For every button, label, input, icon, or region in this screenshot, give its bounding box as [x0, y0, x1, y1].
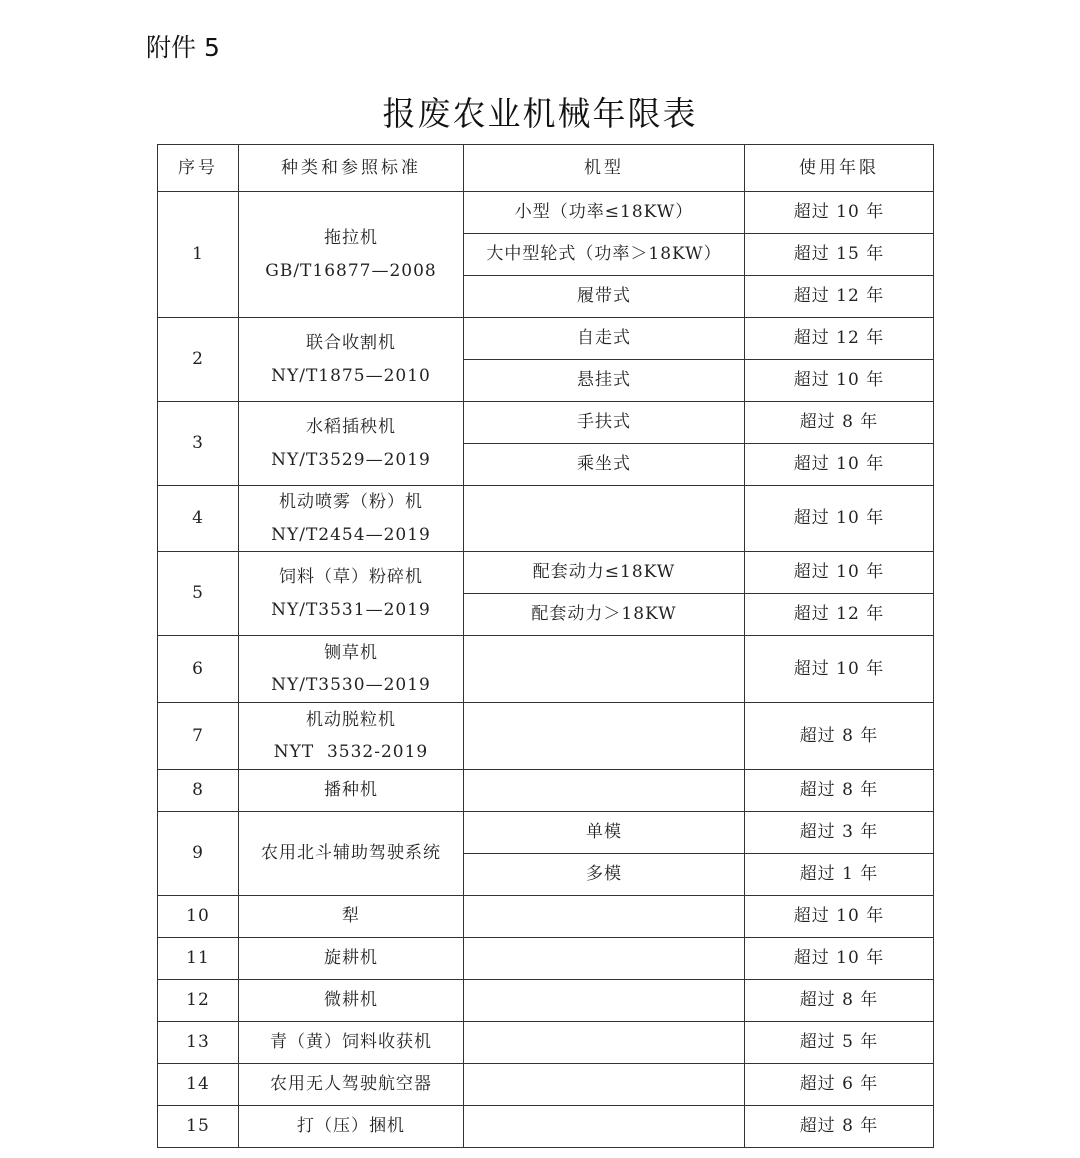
service-life: 超过 8 年 [745, 402, 934, 444]
service-life: 超过 15 年 [745, 234, 934, 276]
table-row [158, 703, 934, 770]
machine-kind: 农用无人驾驶航空器 [239, 1064, 464, 1106]
kind-name: 水稻插秧机 [306, 417, 396, 438]
machine-model: 手扶式 [464, 402, 745, 444]
table-row [158, 402, 934, 444]
machine-model [464, 1106, 745, 1148]
table-row [158, 1064, 934, 1106]
service-life: 超过 12 年 [745, 276, 934, 318]
machine-model: 配套动力＞18KW [464, 594, 745, 636]
col-header-kind: 种类和参照标准 [239, 145, 464, 192]
service-life: 超过 10 年 [745, 444, 934, 486]
machine-model [464, 486, 745, 552]
attachment-label: 附件 5 [146, 33, 220, 62]
row-number: 2 [158, 318, 239, 402]
table-row [158, 1022, 934, 1064]
table-row [158, 636, 934, 703]
row-number: 6 [158, 636, 239, 703]
machine-model [464, 1022, 745, 1064]
machine-model: 乘坐式 [464, 444, 745, 486]
kind-standard: NY/T3529—2019 [271, 449, 431, 470]
row-number: 5 [158, 552, 239, 636]
service-life: 超过 12 年 [745, 318, 934, 360]
machine-kind [239, 552, 464, 636]
row-number: 11 [158, 938, 239, 980]
col-header-life: 使用年限 [745, 145, 934, 192]
service-life: 超过 10 年 [745, 636, 934, 703]
machine-model: 悬挂式 [464, 360, 745, 402]
service-life: 超过 8 年 [745, 1106, 934, 1148]
machine-model: 自走式 [464, 318, 745, 360]
machine-model: 大中型轮式（功率＞18KW） [464, 234, 745, 276]
kind-standard: NYT 3532-2019 [273, 742, 429, 762]
service-life: 超过 10 年 [745, 938, 934, 980]
row-number: 8 [158, 770, 239, 812]
table-row [158, 192, 934, 234]
scrap-years-table [157, 144, 934, 1148]
kind-standard: NY/T1875—2010 [271, 365, 431, 386]
machine-model: 履带式 [464, 276, 745, 318]
machine-model [464, 636, 745, 703]
service-life: 超过 3 年 [745, 812, 934, 854]
table-header-row [158, 145, 934, 192]
row-number: 7 [158, 703, 239, 770]
col-header-no: 序号 [158, 145, 239, 192]
machine-model [464, 703, 745, 770]
page-title: 报废农业机械年限表 [382, 94, 698, 133]
table-row [158, 552, 934, 594]
row-number: 14 [158, 1064, 239, 1106]
machine-kind: 青（黄）饲料收获机 [239, 1022, 464, 1064]
machine-kind [239, 703, 464, 770]
kind-name: 联合收割机 [306, 333, 396, 354]
machine-model: 单模 [464, 812, 745, 854]
machine-kind: 播种机 [239, 770, 464, 812]
kind-name: 机动脱粒机 [306, 709, 396, 730]
service-life: 超过 8 年 [745, 703, 934, 770]
row-number: 3 [158, 402, 239, 486]
service-life: 超过 6 年 [745, 1064, 934, 1106]
table-row [158, 896, 934, 938]
machine-kind: 犁 [239, 896, 464, 938]
service-life: 超过 1 年 [745, 854, 934, 896]
table-row [158, 812, 934, 854]
row-number: 4 [158, 486, 239, 552]
service-life: 超过 10 年 [745, 192, 934, 234]
machine-kind: 旋耕机 [239, 938, 464, 980]
kind-standard: NY/T3530—2019 [271, 675, 431, 695]
machine-model [464, 896, 745, 938]
row-number: 15 [158, 1106, 239, 1148]
machine-kind [239, 486, 464, 552]
service-life: 超过 5 年 [745, 1022, 934, 1064]
kind-standard: NY/T2454—2019 [271, 524, 431, 545]
machine-model: 配套动力≤18KW [464, 552, 745, 594]
service-life: 超过 10 年 [745, 552, 934, 594]
row-number: 13 [158, 1022, 239, 1064]
machine-kind: 打（压）捆机 [239, 1106, 464, 1148]
table-row [158, 980, 934, 1022]
kind-name: 铡草机 [324, 642, 378, 663]
service-life: 超过 8 年 [745, 770, 934, 812]
machine-kind [239, 318, 464, 402]
table-row [158, 486, 934, 552]
row-number: 1 [158, 192, 239, 318]
machine-model: 小型（功率≤18KW） [464, 192, 745, 234]
service-life: 超过 10 年 [745, 486, 934, 552]
table-row [158, 1106, 934, 1148]
machine-model: 多模 [464, 854, 745, 896]
kind-name: 拖拉机 [324, 228, 378, 249]
table-row [158, 318, 934, 360]
table-row [158, 938, 934, 980]
table-row [158, 770, 934, 812]
row-number: 9 [158, 812, 239, 896]
service-life: 超过 10 年 [745, 896, 934, 938]
machine-kind: 农用北斗辅助驾驶系统 [239, 812, 464, 896]
kind-name: 机动喷雾（粉）机 [279, 492, 423, 513]
machine-kind [239, 192, 464, 318]
service-life: 超过 12 年 [745, 594, 934, 636]
machine-kind: 微耕机 [239, 980, 464, 1022]
kind-name: 饲料（草）粉碎机 [279, 567, 423, 588]
kind-standard: NY/T3531—2019 [271, 599, 431, 620]
row-number: 12 [158, 980, 239, 1022]
machine-kind [239, 402, 464, 486]
machine-model [464, 938, 745, 980]
kind-standard: GB/T16877—2008 [265, 260, 437, 281]
service-life: 超过 8 年 [745, 980, 934, 1022]
machine-model [464, 770, 745, 812]
machine-model [464, 1064, 745, 1106]
row-number: 10 [158, 896, 239, 938]
machine-kind [239, 636, 464, 703]
service-life: 超过 10 年 [745, 360, 934, 402]
machine-model [464, 980, 745, 1022]
col-header-model: 机型 [464, 145, 745, 192]
